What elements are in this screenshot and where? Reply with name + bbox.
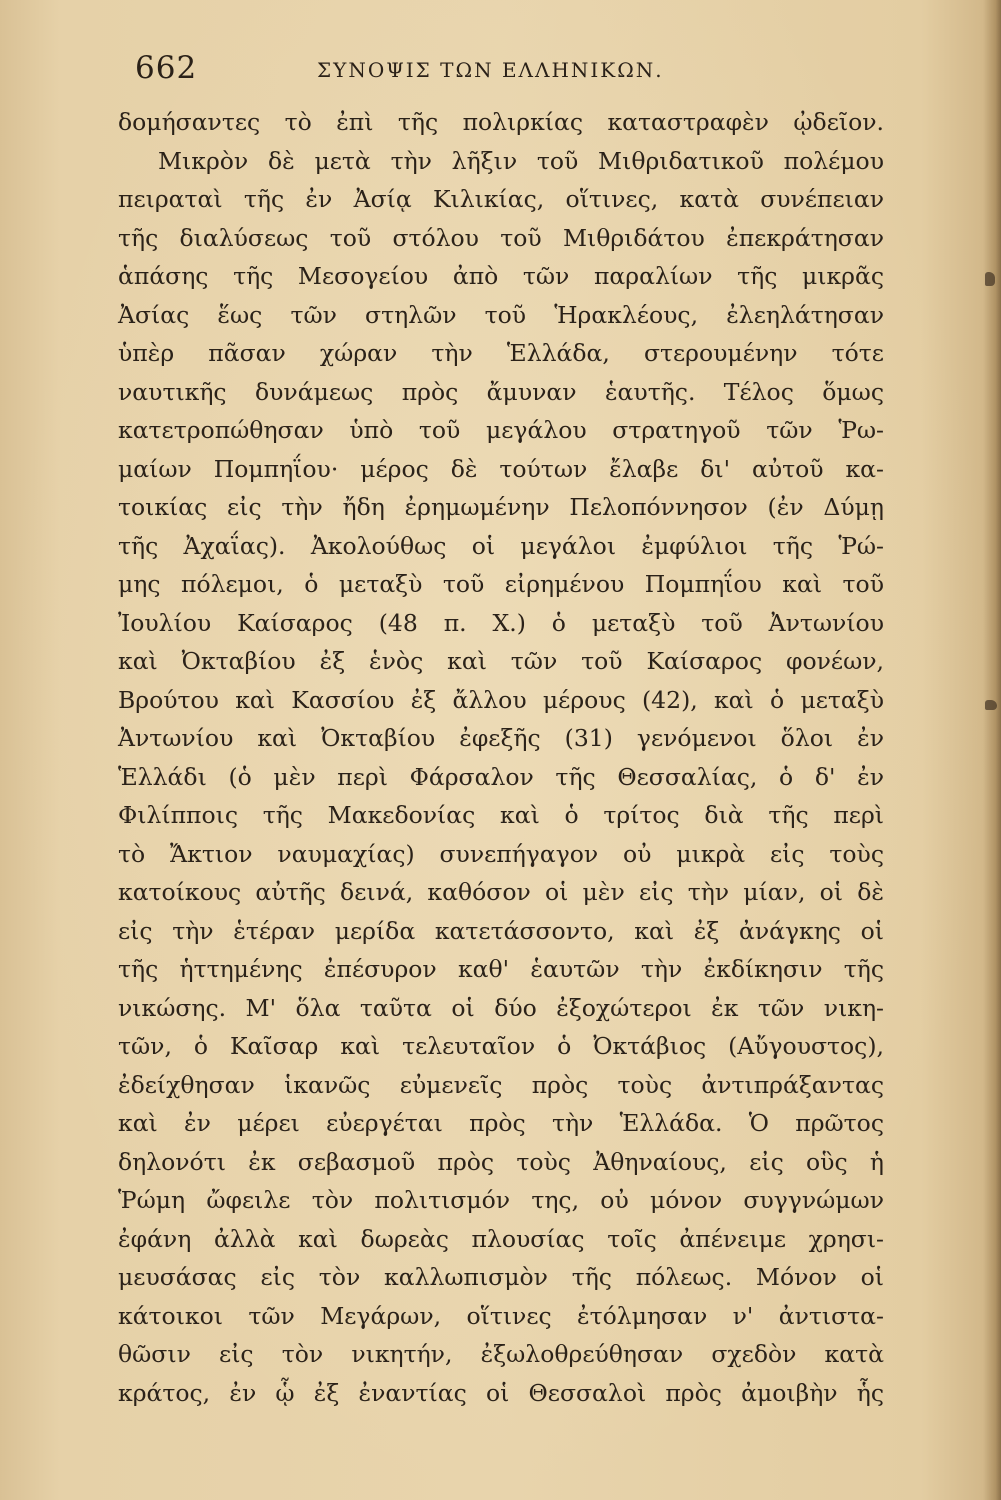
text-line: δηλονότι ἐκ σεβασμοῦ πρὸς τοὺς Ἀθηναίους, εἰς οὓς ἡ — [118, 1147, 884, 1176]
text-line: τῶν, ὁ Καῖσαρ καὶ τελευταῖον ὁ Ὀκτάβιος (Αὔγουστος), — [118, 1032, 884, 1060]
text-line: τοικίας εἰς τὴν ἤδη ἐρημωμένην Πελοπόννησον (ἐν Δύμῃ — [118, 493, 884, 521]
margin-ink-mark — [985, 700, 997, 710]
text-line: καὶ ἐν μέρει εὐεργέται πρὸς τὴν Ἑλλάδα. Ὁ πρῶτος — [118, 1109, 884, 1137]
text-line: δομήσαντες τὸ ἐπὶ τῆς πολιρκίας καταστραφὲν ᾠδεῖον. — [118, 108, 884, 136]
margin-ink-mark — [985, 272, 995, 286]
text-line: τῆς ἡττημένης ἐπέσυρον καθ' ἑαυτῶν τὴν ἐκδίκησιν τῆς — [118, 955, 884, 983]
text-line: τῆς Ἀχαΐας). Ἀκολούθως οἱ μεγάλοι ἐμφύλιοι τῆς Ῥώ- — [118, 531, 884, 560]
page-number: 662 — [135, 50, 198, 86]
text-line: θῶσιν εἰς τὸν νικητήν, ἐξωλοθρεύθησαν σχεδὸν κατὰ — [118, 1340, 884, 1368]
text-line: Ἀντωνίου καὶ Ὀκταβίου ἐφεξῆς (31) γενόμενοι ὅλοι ἐν — [118, 724, 884, 752]
text-line: Βρούτου καὶ Κασσίου ἐξ ἄλλου μέρους (42), καὶ ὁ μεταξὺ — [118, 685, 884, 714]
text-line: μης πόλεμοι, ὁ μεταξὺ τοῦ εἰρημένου Πομπηΐου καὶ τοῦ — [118, 570, 884, 598]
running-header — [135, 50, 880, 94]
text-line: κάτοικοι τῶν Μεγάρων, οἵτινες ἐτόλμησαν ν' ἀντιστα- — [118, 1301, 884, 1330]
text-line: εἰς τὴν ἑτέραν μερίδα κατετάσσοντο, καὶ ἐξ ἀνάγκης οἱ — [118, 916, 884, 945]
text-line: τὸ Ἄκτιον ναυμαχίας) συνεπήγαγον οὐ μικρὰ εἰς τοὺς — [118, 839, 884, 868]
text-line: μευσάσας εἰς τὸν καλλωπισμὸν τῆς πόλεως. Μόνον οἱ — [118, 1263, 884, 1291]
text-line: κράτος, ἐν ᾧ ἐξ ἐναντίας οἱ Θεσσαλοὶ πρὸς ἀμοιβὴν ἧς — [118, 1378, 884, 1407]
text-line: νικώσης. Μ' ὅλα ταῦτα οἱ δύο ἐξοχώτεροι ἐκ τῶν νικη- — [118, 993, 884, 1022]
text-line: Φιλίπποις τῆς Μακεδονίας καὶ ὁ τρίτος διὰ τῆς περὶ — [118, 801, 884, 829]
text-line: Ἑλλάδι (ὁ μὲν περὶ Φάρσαλον τῆς Θεσσαλίας, ὁ δ' ἐν — [118, 762, 884, 791]
text-line: πειραταὶ τῆς ἐν Ἀσίᾳ Κιλικίας, οἵτινες, κατὰ συνέπειαν — [118, 185, 884, 213]
text-line: Ῥώμη ὤφειλε τὸν πολιτισμόν της, οὐ μόνον συγγνώμων — [118, 1186, 884, 1214]
text-line: τῆς διαλύσεως τοῦ στόλου τοῦ Μιθριδάτου ἐπεκράτησαν — [118, 223, 884, 252]
text-line: καὶ Ὀκταβίου ἐξ ἑνὸς καὶ τῶν τοῦ Καίσαρος φονέων, — [118, 647, 884, 675]
text-line: ἐδείχθησαν ἱκανῶς εὐμενεῖς πρὸς τοὺς ἀντιπράξαντας — [118, 1070, 884, 1099]
running-title: ΣΥΝΟΨΙΣ ΤΩΝ ΕΛΛΗΝΙΚΩΝ. — [317, 58, 664, 82]
text-line: ναυτικῆς δυνάμεως πρὸς ἄμυναν ἑαυτῆς. Τέλος ὅμως — [118, 377, 884, 406]
text-line: μαίων Πομπηΐου· μέρος δὲ τούτων ἔλαβε δι' αὐτοῦ κα- — [118, 454, 884, 483]
text-line: Ἀσίας ἕως τῶν στηλῶν τοῦ Ἡρακλέους, ἐλεηλάτησαν — [118, 300, 884, 329]
body-text — [118, 103, 884, 1412]
page-edge-shadow — [983, 0, 1001, 1500]
text-line: ἁπάσης τῆς Μεσογείου ἀπὸ τῶν παραλίων τῆς μικρᾶς — [118, 262, 884, 290]
text-line: ὑπὲρ πᾶσαν χώραν τὴν Ἑλλάδα, στερουμένην τότε — [118, 339, 884, 367]
text-line: κατετροπώθησαν ὑπὸ τοῦ μεγάλου στρατηγοῦ τῶν Ῥω- — [118, 416, 884, 444]
text-line: Μικρὸν δὲ μετὰ τὴν λῆξιν τοῦ Μιθριδατικοῦ πολέμου — [158, 146, 884, 175]
text-line: Ἰουλίου Καίσαρος (48 π. Χ.) ὁ μεταξὺ τοῦ Ἀντωνίου — [118, 608, 884, 637]
text-line: ἐφάνη ἀλλὰ καὶ δωρεὰς πλουσίας τοῖς ἀπένειμε χρησι- — [118, 1224, 884, 1253]
text-line: κατοίκους αὐτῆς δεινά, καθόσον οἱ μὲν εἰς τὴν μίαν, οἱ δὲ — [118, 878, 884, 906]
